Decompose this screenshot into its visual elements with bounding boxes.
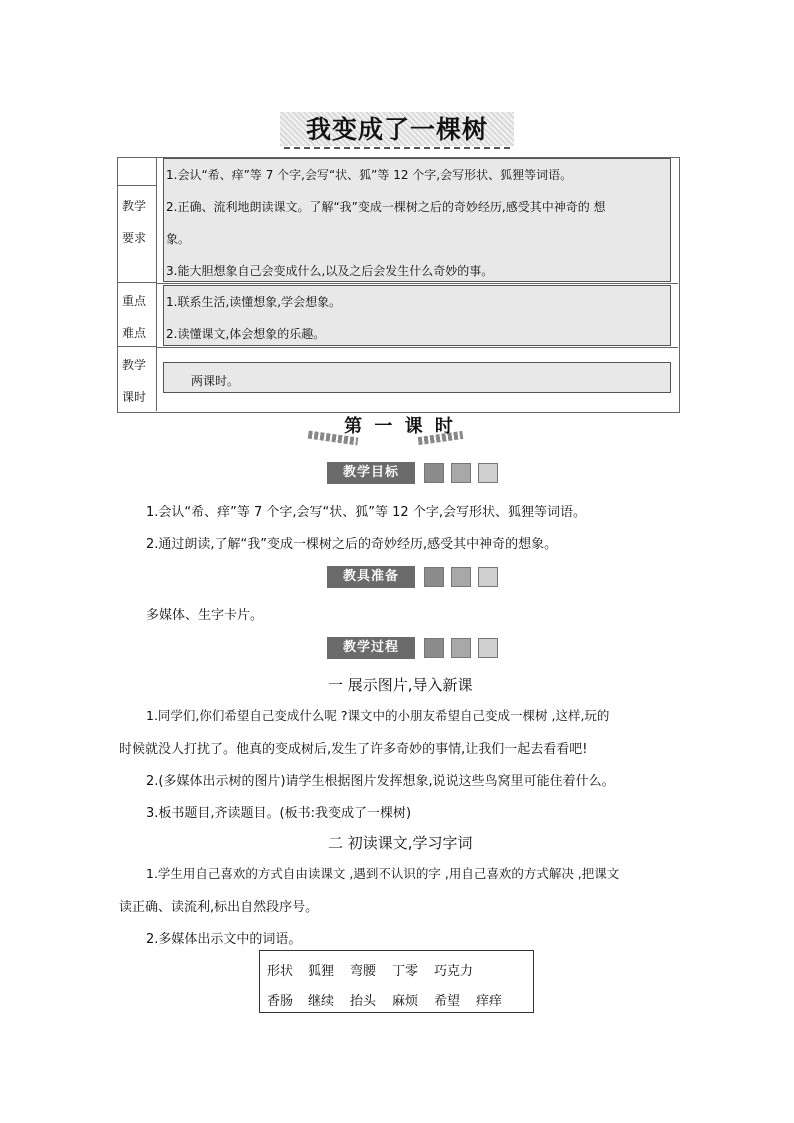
part2-line: 1.学生用自己喜欢的方式自由读课文 ,遇到不认识的字 ,用自己喜欢的方式解决 ,把课文 [146,866,620,881]
badge-square [424,638,444,658]
vocab-word: 痒痒 [476,994,503,1009]
keypoint-line: 2.读懂课文,体会想象的乐趣。 [166,327,326,341]
vocab-word: 麻烦 [392,994,419,1009]
requirement-line: 1.会认“希、痒”等 7 个字,会写“状、狐”等 12 个字,会写形状、狐狸等词语。 [166,168,573,182]
part1-line: 1.同学们,你们希望自己变成什么呢 ?课文中的小朋友希望自己变成一棵树 ,这样,玩的 [146,708,610,723]
part2-line: 2.多媒体出示文中的词语。 [146,932,302,947]
label-cell-blank-top [117,157,157,186]
vocab-word: 继续 [308,994,335,1009]
part1-line: 3.板书题目,齐读题目。(板书:我变成了一棵树) [146,806,412,821]
requirement-line: 3.能大胆想象自己会变成什么,以及之后会发生什么奇妙的事。 [166,264,494,278]
vocab-word: 巧克力 [434,964,474,979]
requirement-line: 象。 [166,232,191,246]
label-requirements-1: 教学 [122,199,147,213]
vocab-word: 抬头 [350,994,377,1009]
row-divider [157,347,678,348]
vocab-word: 希望 [434,994,461,1009]
materials-item: 多媒体、生字卡片。 [146,608,264,623]
goal-item: 2.通过朗读,了解“我”变成一棵树之后的奇妙经历,感受其中神奇的想象。 [146,537,558,552]
badge-square [424,463,444,483]
requirement-line: 2.正确、流利地朗读课文。了解“我”变成一棵树之后的奇妙经历,感受其中神奇的 想 [166,200,606,214]
title-underline [284,147,510,149]
badge-square [478,463,498,483]
vocab-word: 丁零 [392,964,419,979]
hours-text: 两课时。 [191,374,240,388]
part1-line: 2.(多媒体出示树的图片)请学生根据图片发挥想象,说说这些鸟窝里可能住着什么。 [146,774,615,789]
label-hours-2: 课时 [122,390,147,404]
part2-line: 读正确、读流利,标出自然段序号。 [119,900,319,915]
row-divider [157,283,678,284]
vocab-word: 香肠 [267,994,294,1009]
keypoint-line: 1.联系生活,读懂想象,学会想象。 [166,295,342,309]
part1-title: 一 展示图片,导入新课 [328,676,473,694]
label-requirements-2: 要求 [122,231,147,245]
label-cell-blank-bottom [117,252,157,283]
label-keypoints-2: 难点 [122,326,147,340]
vocab-word: 狐狸 [308,964,335,979]
badge-square [451,638,471,658]
badge-square [451,567,471,587]
section-badge-materials: 教具准备 [327,566,415,588]
badge-square [424,567,444,587]
hours-box [163,362,671,393]
section-badge-process: 教学过程 [327,637,415,659]
vocab-word: 弯腰 [350,964,377,979]
goal-item: 1.会认“希、痒”等 7 个字,会写“状、狐”等 12 个字,会写形状、狐狸等词语。 [146,505,586,520]
label-hours-1: 教学 [122,358,147,372]
badge-square [478,638,498,658]
lesson-title: 第 一 课 时 [344,416,456,437]
part1-line: 时候就没人打扰了。他真的变成树后,发生了许多奇妙的事情,让我们一起去看看吧! [119,742,588,757]
badge-square [478,567,498,587]
badge-square [451,463,471,483]
vocab-word: 形状 [267,964,294,979]
page-title: 我变成了一棵树 [305,115,488,144]
label-keypoints-1: 重点 [122,294,147,308]
part2-title: 二 初读课文,学习字词 [328,834,473,852]
section-badge-goals: 教学目标 [327,462,415,484]
